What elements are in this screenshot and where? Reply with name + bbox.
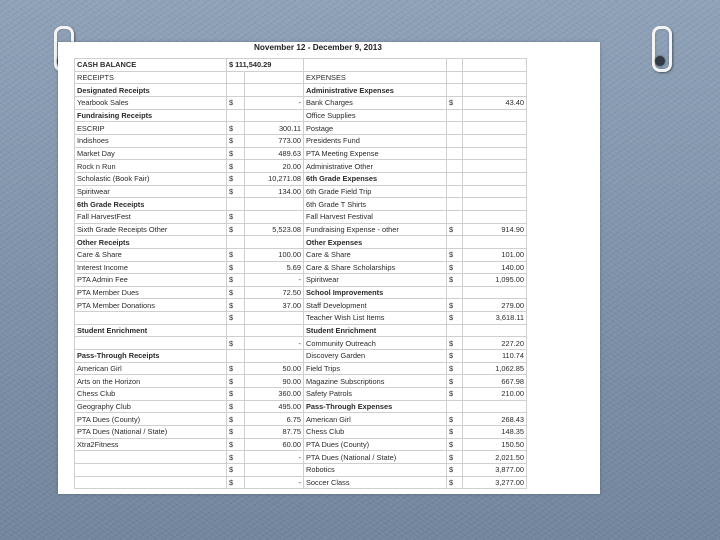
expense-currency [447, 160, 463, 173]
expense-amount [463, 198, 527, 211]
receipt-amount: - [245, 476, 304, 489]
expense-label: Staff Development [304, 299, 447, 312]
receipt-amount: 37.00 [245, 299, 304, 312]
expense-label: 6th Grade Field Trip [304, 185, 447, 198]
expense-currency: $ [447, 438, 463, 451]
table-row [75, 96, 527, 109]
expense-amount [463, 147, 527, 160]
receipt-label: Geography Club [75, 400, 227, 413]
expense-amount [463, 400, 527, 413]
receipt-currency: $ [227, 400, 245, 413]
expense-amount [463, 286, 527, 299]
receipt-label: Fall HarvestFest [75, 210, 227, 223]
expense-amount: 210.00 [463, 388, 527, 401]
receipt-label: Xtra2Fitness [75, 438, 227, 451]
expense-label: Care & Share [304, 248, 447, 261]
expense-label: Teacher Wish List Items [304, 312, 447, 325]
receipt-currency: $ [227, 337, 245, 350]
expense-currency [447, 324, 463, 337]
receipt-label: Interest Income [75, 261, 227, 274]
report-period-title [74, 42, 600, 53]
expense-amount: 110.74 [463, 350, 527, 363]
receipt-amount: 773.00 [245, 134, 304, 147]
receipt-label [75, 464, 227, 477]
period-label: November 12 - December 9, 2013 [254, 43, 382, 52]
expense-amount: 667.98 [463, 375, 527, 388]
report-body [75, 59, 527, 489]
table-row [75, 375, 527, 388]
expense-currency: $ [447, 476, 463, 489]
table-row [75, 172, 527, 185]
receipt-label: PTA Member Donations [75, 299, 227, 312]
receipt-label: Yearbook Sales [75, 96, 227, 109]
expense-amount [463, 84, 527, 97]
expense-amount: 150.50 [463, 438, 527, 451]
receipt-amount: - [245, 96, 304, 109]
expense-currency [447, 198, 463, 211]
receipt-amount: 495.00 [245, 400, 304, 413]
expense-amount: 1,062.85 [463, 362, 527, 375]
expense-label: Presidents Fund [304, 134, 447, 147]
table-row [75, 413, 527, 426]
table-row [75, 210, 527, 223]
expense-label: PTA Meeting Expense [304, 147, 447, 160]
receipt-label: ESCRIP [75, 122, 227, 135]
receipt-label: PTA Member Dues [75, 286, 227, 299]
expense-amount [463, 134, 527, 147]
expense-label: Pass-Through Expenses [304, 400, 447, 413]
expense-currency [447, 286, 463, 299]
table-row [75, 476, 527, 489]
table-row [75, 248, 527, 261]
expense-label: Robotics [304, 464, 447, 477]
expense-label: Office Supplies [304, 109, 447, 122]
receipt-currency: $ [227, 464, 245, 477]
receipt-currency: $ [227, 299, 245, 312]
receipt-label: PTA Dues (County) [75, 413, 227, 426]
expense-currency [447, 172, 463, 185]
table-row [75, 160, 527, 173]
receipt-amount: 87.75 [245, 426, 304, 439]
receipt-amount [245, 198, 304, 211]
expense-label: PTA Dues (County) [304, 438, 447, 451]
expense-label: Magazine Subscriptions [304, 375, 447, 388]
table-row [75, 261, 527, 274]
table-row [75, 147, 527, 160]
receipt-currency: $ [227, 362, 245, 375]
expense-amount: 101.00 [463, 248, 527, 261]
receipt-label: Other Receipts [75, 236, 227, 249]
expense-label: Postage [304, 122, 447, 135]
table-row [75, 274, 527, 287]
receipt-currency [227, 350, 245, 363]
receipt-currency: $ [227, 96, 245, 109]
receipt-label: PTA Admin Fee [75, 274, 227, 287]
receipt-label [75, 476, 227, 489]
receipt-label: Sixth Grade Receipts Other [75, 223, 227, 236]
expense-amount: 148.35 [463, 426, 527, 439]
receipt-amount [245, 350, 304, 363]
financial-report-table [74, 58, 527, 489]
expense-currency: $ [447, 451, 463, 464]
expense-label: Safety Patrols [304, 388, 447, 401]
expense-label: Fall Harvest Festival [304, 210, 447, 223]
expense-currency: $ [447, 426, 463, 439]
expense-currency: $ [447, 312, 463, 325]
receipt-label: Indishoes [75, 134, 227, 147]
receipt-amount [245, 312, 304, 325]
expense-label: Soccer Class [304, 476, 447, 489]
receipt-currency: $ [227, 185, 245, 198]
receipt-amount: 90.00 [245, 375, 304, 388]
receipt-label: American Girl [75, 362, 227, 375]
table-row [75, 122, 527, 135]
expense-amount [463, 324, 527, 337]
receipt-currency: $ [227, 312, 245, 325]
expense-amount [463, 210, 527, 223]
receipt-amount: 6.75 [245, 413, 304, 426]
expense-amount: 43.40 [463, 96, 527, 109]
receipt-currency [227, 109, 245, 122]
expense-amount [463, 109, 527, 122]
expense-currency: $ [447, 248, 463, 261]
receipt-currency [227, 324, 245, 337]
cash-balance-label: CASH BALANCE [75, 59, 227, 72]
receipt-amount: - [245, 274, 304, 287]
expense-label: Spiritwear [304, 274, 447, 287]
receipt-currency: $ [227, 223, 245, 236]
receipt-amount: 300.11 [245, 122, 304, 135]
receipt-currency: $ [227, 134, 245, 147]
receipt-amount: 60.00 [245, 438, 304, 451]
expense-currency: $ [447, 350, 463, 363]
expense-label: 6th Grade Expenses [304, 172, 447, 185]
receipt-amount: 20.00 [245, 160, 304, 173]
receipt-amount: 134.00 [245, 185, 304, 198]
receipt-label: Arts on the Horizon [75, 375, 227, 388]
table-row [75, 337, 527, 350]
expense-currency [447, 147, 463, 160]
receipt-amount [245, 84, 304, 97]
receipt-currency: $ [227, 210, 245, 223]
receipt-label [75, 337, 227, 350]
receipt-amount: 5.69 [245, 261, 304, 274]
expense-currency: $ [447, 388, 463, 401]
table-row [75, 438, 527, 451]
cash-balance-row [75, 59, 527, 72]
expense-label: Discovery Garden [304, 350, 447, 363]
receipt-label: PTA Dues (National / State) [75, 426, 227, 439]
table-row [75, 185, 527, 198]
receipt-label: Scholastic (Book Fair) [75, 172, 227, 185]
expense-currency: $ [447, 274, 463, 287]
receipt-currency: $ [227, 160, 245, 173]
expense-amount: 279.00 [463, 299, 527, 312]
expense-label: American Girl [304, 413, 447, 426]
receipt-label: Spiritwear [75, 185, 227, 198]
receipt-amount: 5,523.08 [245, 223, 304, 236]
expense-currency: $ [447, 337, 463, 350]
receipt-currency: $ [227, 274, 245, 287]
receipt-currency [227, 198, 245, 211]
expense-currency: $ [447, 375, 463, 388]
receipt-amount [245, 236, 304, 249]
receipts-header: RECEIPTS [75, 71, 227, 84]
expense-label: Bank Charges [304, 96, 447, 109]
expense-label: School Improvements [304, 286, 447, 299]
table-row [75, 109, 527, 122]
receipt-currency: $ [227, 147, 245, 160]
expense-amount: 914.90 [463, 223, 527, 236]
table-row [75, 451, 527, 464]
expense-label: Field Trips [304, 362, 447, 375]
expense-amount: 3,877.00 [463, 464, 527, 477]
receipt-label: 6th Grade Receipts [75, 198, 227, 211]
expense-currency [447, 236, 463, 249]
receipt-amount: 360.00 [245, 388, 304, 401]
receipt-currency: $ [227, 388, 245, 401]
receipt-currency: $ [227, 426, 245, 439]
receipt-label: Designated Receipts [75, 84, 227, 97]
expense-amount [463, 236, 527, 249]
expense-currency: $ [447, 413, 463, 426]
expense-label: Care & Share Scholarships [304, 261, 447, 274]
expense-amount [463, 172, 527, 185]
expense-currency [447, 122, 463, 135]
table-row [75, 84, 527, 97]
expense-label: Administrative Expenses [304, 84, 447, 97]
expense-amount: 2,021.50 [463, 451, 527, 464]
expense-label: PTA Dues (National / State) [304, 451, 447, 464]
expense-amount [463, 122, 527, 135]
expense-label: Chess Club [304, 426, 447, 439]
receipt-label: Rock n Run [75, 160, 227, 173]
expense-label: Fundraising Expense - other [304, 223, 447, 236]
expense-currency: $ [447, 261, 463, 274]
receipt-currency: $ [227, 261, 245, 274]
expense-amount: 227.20 [463, 337, 527, 350]
binder-ring-icon [646, 26, 672, 68]
receipt-currency: $ [227, 451, 245, 464]
receipt-amount [245, 210, 304, 223]
table-row [75, 400, 527, 413]
table-row [75, 134, 527, 147]
receipt-label [75, 312, 227, 325]
receipt-currency: $ [227, 438, 245, 451]
table-row [75, 236, 527, 249]
cash-balance-value: $ 111,540.29 [227, 59, 304, 72]
table-row [75, 362, 527, 375]
receipt-amount [245, 464, 304, 477]
receipt-label: Chess Club [75, 388, 227, 401]
expense-currency [447, 210, 463, 223]
receipt-label [75, 451, 227, 464]
receipt-amount [245, 324, 304, 337]
receipt-label: Pass-Through Receipts [75, 350, 227, 363]
receipt-currency: $ [227, 286, 245, 299]
expense-amount: 268.43 [463, 413, 527, 426]
expense-amount [463, 185, 527, 198]
table-row [75, 426, 527, 439]
expense-currency [447, 185, 463, 198]
receipt-amount: 10,271.08 [245, 172, 304, 185]
expense-label: Administrative Other [304, 160, 447, 173]
receipt-amount: 489.63 [245, 147, 304, 160]
table-row [75, 464, 527, 477]
receipt-amount: 50.00 [245, 362, 304, 375]
expense-currency [447, 109, 463, 122]
receipt-label: Fundraising Receipts [75, 109, 227, 122]
expense-label: Community Outreach [304, 337, 447, 350]
table-row [75, 198, 527, 211]
table-row [75, 388, 527, 401]
expense-label: 6th Grade T Shirts [304, 198, 447, 211]
receipt-label: Student Enrichment [75, 324, 227, 337]
expense-amount: 3,277.00 [463, 476, 527, 489]
receipt-amount [245, 109, 304, 122]
receipt-currency: $ [227, 476, 245, 489]
receipt-currency [227, 84, 245, 97]
expense-amount [463, 160, 527, 173]
expense-currency [447, 400, 463, 413]
table-row [75, 350, 527, 363]
receipt-currency: $ [227, 248, 245, 261]
receipt-amount: 100.00 [245, 248, 304, 261]
expense-label: Other Expenses [304, 236, 447, 249]
expense-amount: 3,618.11 [463, 312, 527, 325]
expense-label: Student Enrichment [304, 324, 447, 337]
receipt-label: Market Day [75, 147, 227, 160]
expense-currency: $ [447, 299, 463, 312]
table-row [75, 312, 527, 325]
expense-amount: 1,095.00 [463, 274, 527, 287]
expense-currency: $ [447, 362, 463, 375]
expense-currency: $ [447, 96, 463, 109]
section-headers-row [75, 71, 527, 84]
receipt-currency: $ [227, 375, 245, 388]
expense-currency [447, 134, 463, 147]
receipt-amount: - [245, 451, 304, 464]
expense-currency [447, 84, 463, 97]
receipt-currency: $ [227, 172, 245, 185]
receipt-currency [227, 236, 245, 249]
expense-currency: $ [447, 223, 463, 236]
receipt-amount: - [245, 337, 304, 350]
receipt-currency: $ [227, 413, 245, 426]
receipt-currency: $ [227, 122, 245, 135]
table-row [75, 299, 527, 312]
receipt-amount: 72.50 [245, 286, 304, 299]
expense-amount: 140.00 [463, 261, 527, 274]
table-row [75, 223, 527, 236]
table-row [75, 286, 527, 299]
table-row [75, 324, 527, 337]
receipt-label: Care & Share [75, 248, 227, 261]
expense-currency: $ [447, 464, 463, 477]
expenses-header: EXPENSES [304, 71, 447, 84]
